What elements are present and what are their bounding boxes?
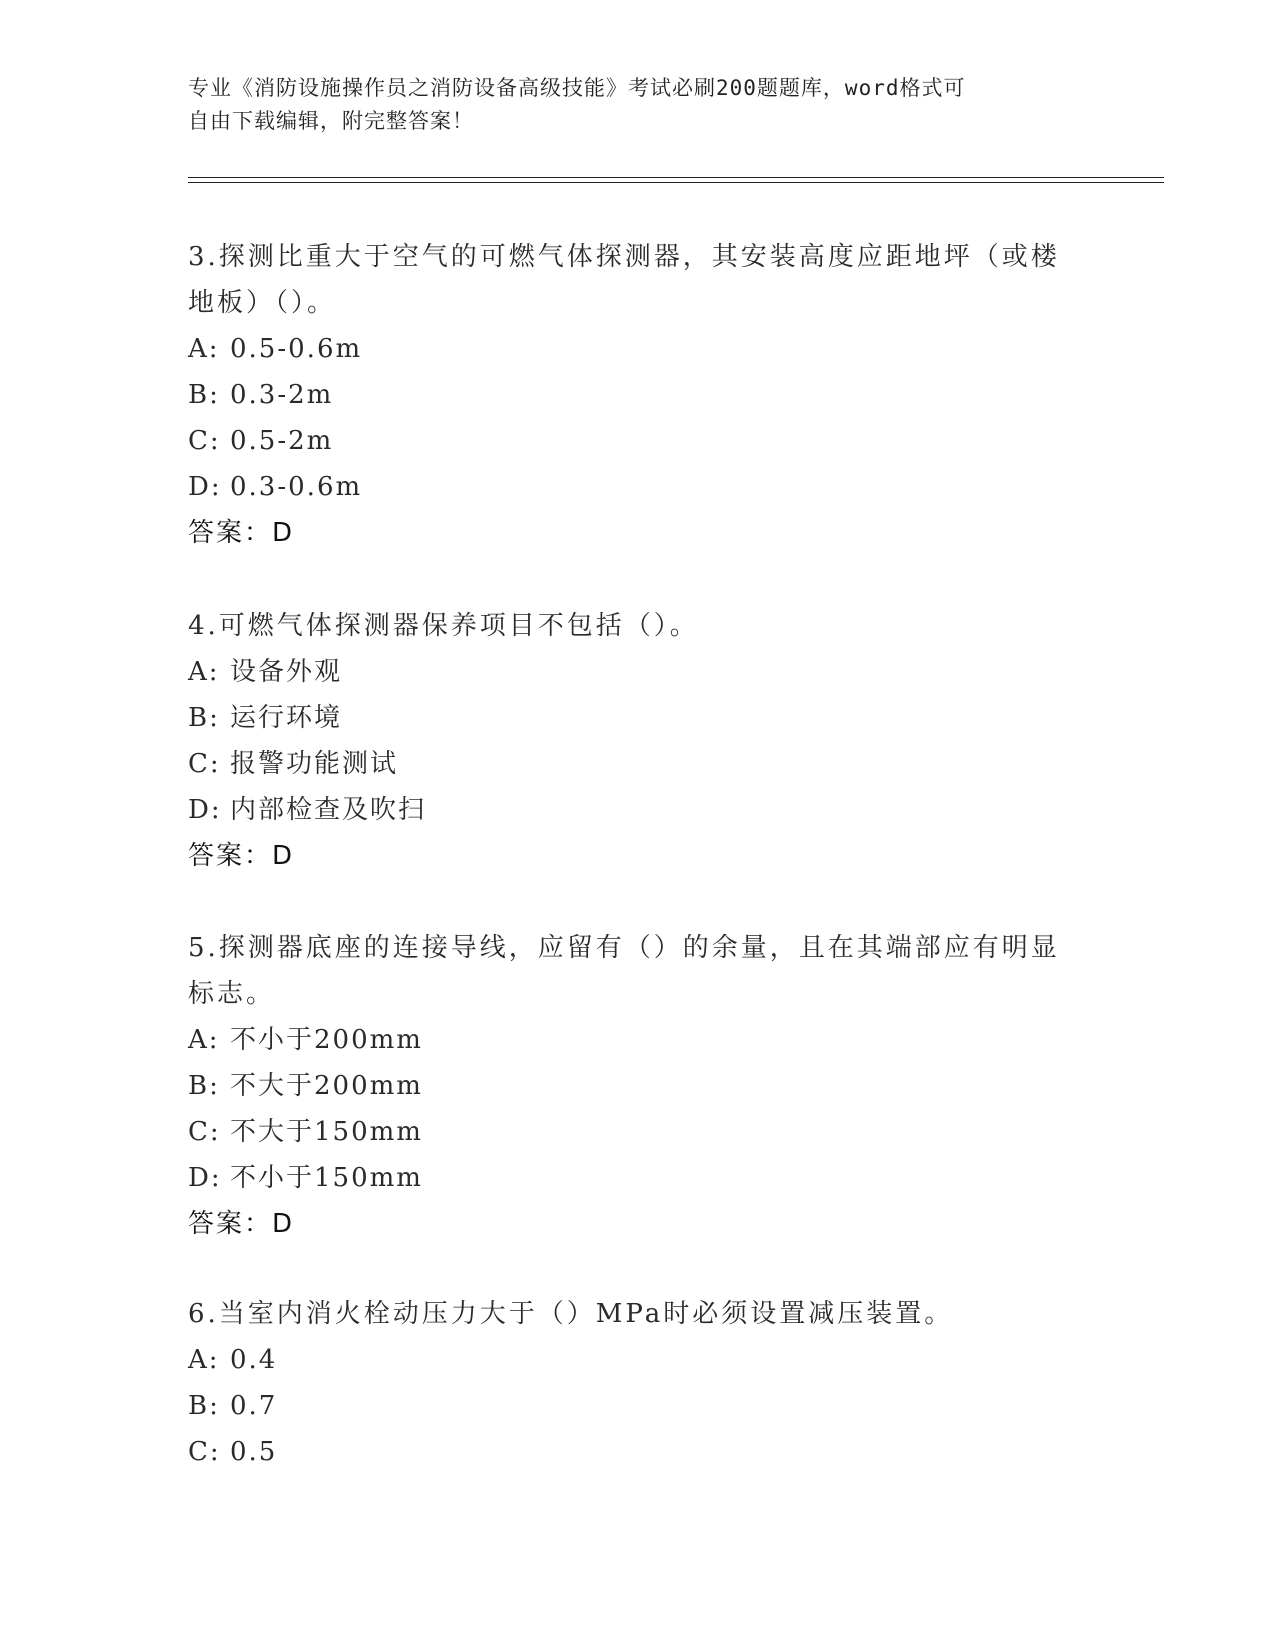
option-letter: C: (188, 426, 221, 456)
option-letter: B: (188, 1391, 220, 1421)
question-stem-continued: 地板）（）。 (188, 288, 337, 318)
option-text: 不大于200mm (230, 1071, 423, 1101)
option-letter: A: (188, 1025, 220, 1055)
option-letter: D: (188, 472, 222, 502)
option-b (188, 695, 1088, 741)
option-letter: C: (188, 1437, 221, 1467)
option-b (188, 1383, 1088, 1429)
question-5 (188, 925, 1088, 1247)
question-stem-continued: 标志。 (188, 979, 276, 1009)
option-letter: A: (188, 657, 220, 687)
option-letter: D: (188, 1163, 222, 1193)
option-a (188, 1337, 1088, 1383)
option-letter: A: (188, 1345, 220, 1375)
option-c (188, 741, 1088, 787)
option-text: 内部检查及吹扫 (230, 795, 427, 825)
header-divider-bottom (188, 182, 1164, 183)
option-d (188, 787, 1088, 833)
option-a (188, 1017, 1088, 1063)
option-b (188, 1063, 1088, 1109)
option-letter: A: (188, 334, 220, 364)
option-letter: B: (188, 380, 220, 410)
option-c (188, 1429, 1088, 1475)
option-text: 0.5-0.6m (230, 334, 363, 364)
option-letter: C: (188, 1117, 221, 1147)
question-stem: 3.探测比重大于空气的可燃气体探测器，其安装高度应距地坪（或楼 (188, 242, 1060, 272)
header-divider-top (188, 177, 1164, 178)
option-letter: C: (188, 749, 221, 779)
option-letter: D: (188, 795, 222, 825)
option-a (188, 326, 1088, 372)
option-text: 0.5 (230, 1437, 278, 1467)
option-text: 0.3-0.6m (230, 472, 363, 502)
answer-line: 答案：D (188, 518, 295, 548)
question-stem: 5.探测器底座的连接导线，应留有（）的余量，且在其端部应有明显 (188, 933, 1060, 963)
option-letter: B: (188, 1071, 220, 1101)
option-text: 设备外观 (230, 657, 343, 687)
option-text: 0.4 (230, 1345, 278, 1375)
option-c (188, 418, 1088, 464)
question-3 (188, 234, 1088, 556)
option-text: 0.5-2m (230, 426, 334, 456)
option-text: 不小于200mm (230, 1025, 423, 1055)
answer-line: 答案：D (188, 841, 295, 871)
option-text: 0.3-2m (230, 380, 334, 410)
option-a (188, 649, 1088, 695)
option-text: 0.7 (230, 1391, 278, 1421)
question-stem: 6.当室内消火栓动压力大于（）MPa时必须设置减压装置。 (188, 1299, 954, 1329)
header-line-2: 自由下载编辑，附完整答案！ (188, 109, 474, 133)
question-6 (188, 1291, 1088, 1475)
option-text: 运行环境 (230, 703, 343, 733)
option-b (188, 372, 1088, 418)
option-text: 不大于150mm (230, 1117, 423, 1147)
question-stem: 4.可燃气体探测器保养项目不包括（）。 (188, 611, 699, 641)
option-letter: B: (188, 703, 220, 733)
answer-line: 答案：D (188, 1209, 295, 1239)
option-c (188, 1109, 1088, 1155)
question-4 (188, 603, 1088, 879)
option-d (188, 464, 1088, 510)
document-header (188, 72, 1088, 138)
option-d (188, 1155, 1088, 1201)
header-line-1: 专业《消防设施操作员之消防设备高级技能》考试必刷200题题库，word格式可 (188, 76, 966, 100)
option-text: 不小于150mm (230, 1163, 423, 1193)
option-text: 报警功能测试 (230, 749, 399, 779)
